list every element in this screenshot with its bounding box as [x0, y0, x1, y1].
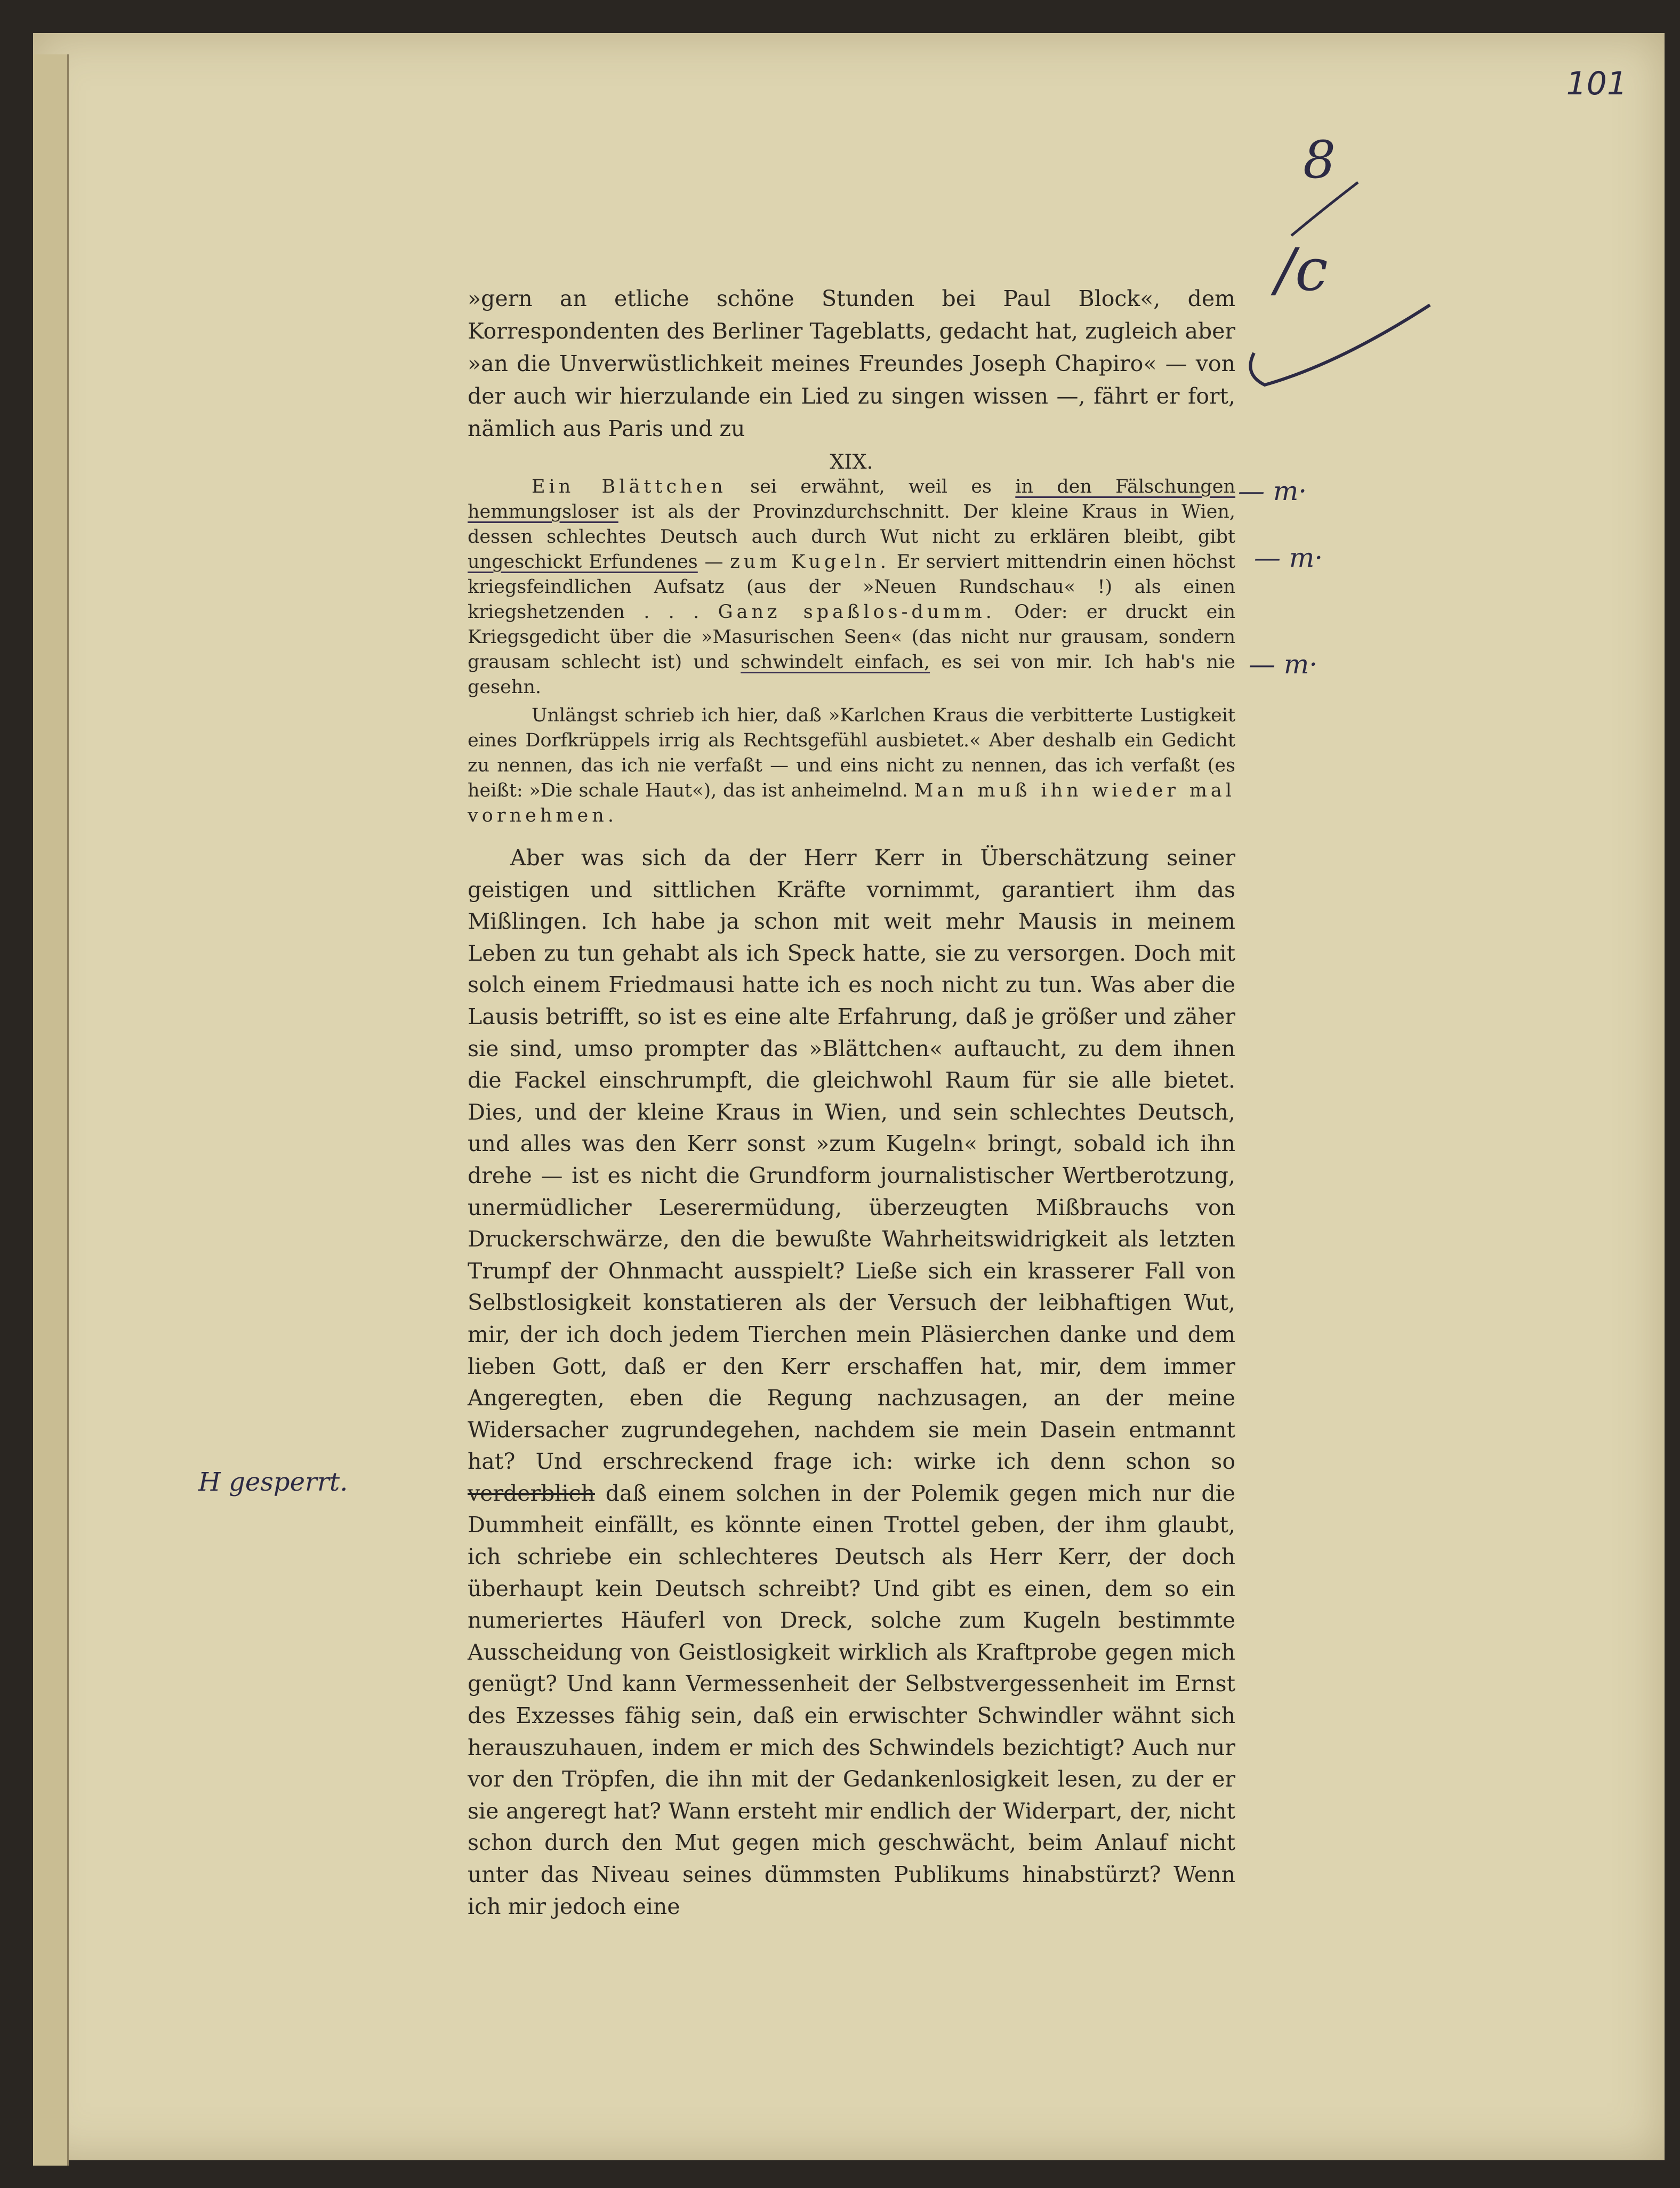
margin-note-dash-1: — m·: [1238, 476, 1307, 506]
quote-text-1: sei erwähnt, weil es: [726, 476, 1016, 497]
page: [33, 33, 1665, 2160]
quote-text-6: es sei von mir. Ich hab's nie gesehn.: [468, 651, 1235, 698]
quote-text-7: Unlängst schrieb ich hier, daß »Karlchen Kraus die verbitterte Lustigkeit eines Dorfkrüppels irrig als Rechtsgefühl ausbietet.« Aber deshalb ein Gedicht zu nennen, das ich nie verfaßt — und eins nicht zu nennen, das ich verfaßt (es heißt: »Die schale Haut«), das ist anheimelnd.: [468, 705, 1235, 801]
margin-note-dash-2: — m·: [1254, 542, 1323, 573]
folio-number: 101: [1566, 65, 1627, 102]
quote-paragraph-2: [468, 703, 1235, 828]
margin-note-left: H gesperrt.: [198, 1467, 348, 1497]
quote-paragraph-1: [468, 474, 1235, 700]
intro-text: »gern an etliche schöne Stunden bei Paul Block«, dem Korrespondenten des Berliner Tageblatts, gedacht hat, zugleich aber »an die Unverwüstlichkeit meines Freundes Joseph Chapiro« — von der auch wir hierzulande ein Lied zu singen wissen —, fährt er fort, nämlich aus Paris und zu: [468, 286, 1235, 441]
quote-underlined-3: schwindelt einfach,: [741, 651, 930, 673]
quote-text-3: —: [697, 551, 730, 573]
body-paragraph: [468, 842, 1235, 1922]
quote-underlined-2: ungeschickt Erfundenes: [468, 551, 698, 573]
margin-note-top-number: 8: [1303, 130, 1336, 190]
quote-spaced-1: Ein Blättchen: [532, 476, 727, 497]
quote-spaced-4: Man muß ihn wieder mal vornehmen.: [468, 780, 1235, 826]
margin-note-dash-3: — m·: [1249, 649, 1318, 680]
struck-word: verderblich: [468, 1480, 595, 1506]
quote-text-5: Oder: er druckt ein Kriegsgedicht über die »Masurischen Seen« (das nicht nur grausam, sondern grausam schlecht ist) und: [468, 601, 1236, 673]
body-text-b: daß einem solchen in der Polemik gegen mich nur die Dummheit einfällt, es könnte einen Trottel geben, der ihm glaubt, ich schriebe ein schlechteres Deutsch als Herr Kerr, der doch überhaupt kein Deutsch schreibt? Und gibt es einen, dem so ein numeriertes Häuferl von Dreck, solche zum Kugeln bestimmte Ausscheidung von Geistlosigkeit wirklich als Kraftprobe gegen mich genügt? Und kann Vermessenheit der Selbstvergessenheit im Ernst des Exzesses fähig sein, daß ein erwischter Schwindler wähnt sich herauszuhauen, indem er mich des Schwindels bezichtigt? Auch nur vor den Tröpfen, die ihn mit der Gedankenlosigkeit lesen, zu der er sie angeregt hat? Wann ersteht mir endlich der Widerpart, der, nicht schon durch den Mut gegen mich geschwächt, beim Anlauf nicht unter das Niveau seines dümmsten Publikums hinabstürzt? Wenn ich mir jedoch eine: [468, 1480, 1235, 1919]
quote-text-4: Er serviert mittendrin einen höchst kriegsfeindlichen Aufsatz (aus der »Neuen Rundschau« !) als einen kriegshetzenden . . .: [468, 551, 1235, 623]
quote-text-2: ist als der Provinzdurchschnitt. Der kleine Kraus in Wien, dessen schlechtes Deutsch auch durch Wut nicht zu erklären bleibt, gibt: [468, 501, 1235, 548]
margin-note-top-mark: /c: [1275, 236, 1328, 304]
quote-spaced-3: Ganz spaßlos-dumm.: [718, 601, 995, 623]
quote-underlined-1: in den Fälschungen hemmungsloser: [468, 476, 1236, 522]
quoted-passage: [468, 474, 1235, 828]
section-heading: XIX.: [830, 450, 873, 473]
body-text-a: Aber was sich da der Herr Kerr in Überschätzung seiner geistigen und sittlichen Kräfte vornimmt, garantiert ihm das Mißlingen. Ich habe ja schon mit weit mehr Mausis in meinem Leben zu tun gehabt als ich Speck hatte, sie zu versorgen. Doch mit solch einem Friedmausi hatte ich es noch nicht zu tun. Was aber die Lausis betrifft, so ist es eine alte Erfahrung, daß je größer und zäher sie sind, umso prompter das »Blättchen« auftaucht, zu dem ihnen die Fackel einschrumpft, die gleichwohl Raum für sie alle bietet. Dies, und der kleine Kraus in Wien, und sein schlechtes Deutsch, und alles was den Kerr sonst »zum Kugeln« bringt, sobald ich ihn drehe — ist es nicht die Grundform journalistischer Wertberotzung, unermüdlicher Leserermüdung, überzeugten Mißbrauchs von Druckerschwärze, den die bewußte Wahrheitswidrigkeit als letzten Trumpf der Ohnmacht ausspielt? Ließe sich ein krasserer Fall von Selbstlosigkeit konstatieren als der Versuch der leibhaftigen Wut, mir, der ich doch jedem Tierchen mein Pläsierchen danke und dem lieben Gott, daß er den Kerr erschaffen hat, mir, dem immer Angeregten, eben die Regung nachzusagen, an der meine Widersacher zugrundegehen, nachdem sie mein Dasein entmannt hat? Und erschreckend frage ich: wirke ich denn schon so: [468, 845, 1235, 1475]
quote-spaced-2: zum Kugeln.: [730, 551, 890, 573]
intro-paragraph: [468, 283, 1235, 445]
body-paragraph-text: [468, 842, 1235, 1922]
